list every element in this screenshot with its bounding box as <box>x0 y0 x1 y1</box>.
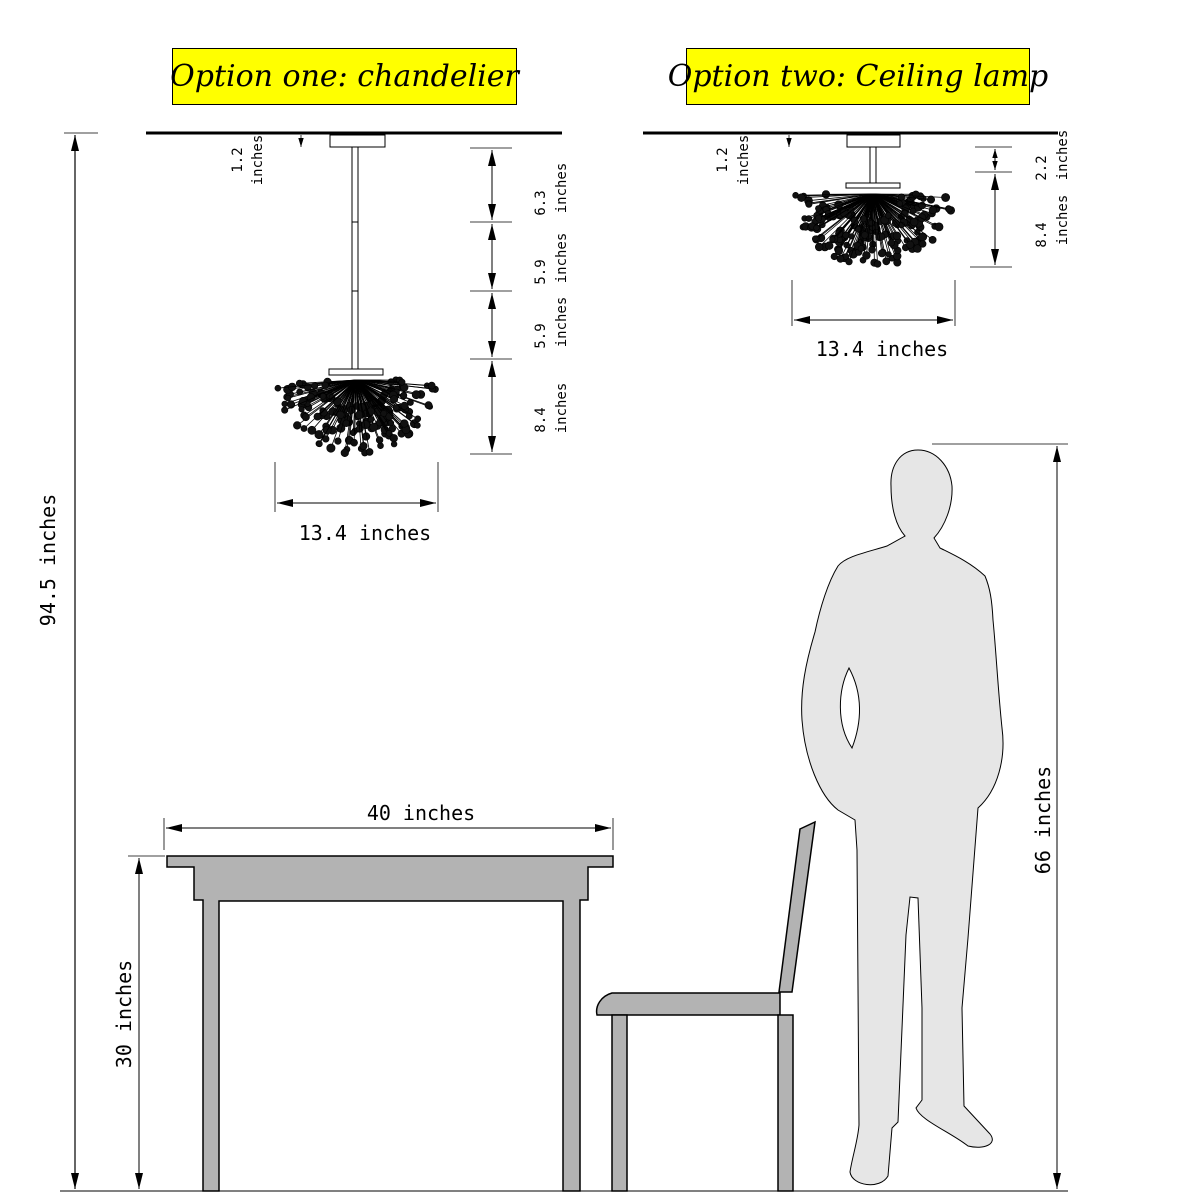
o1-canopy-unit: inches <box>250 134 266 186</box>
total-height-label: 94.5 inches <box>36 493 60 627</box>
o2-stem-unit: inches <box>1055 129 1071 181</box>
o1-rod3-unit: inches <box>554 296 570 348</box>
table-height-dimension <box>112 856 165 1191</box>
o1-rod1-unit: inches <box>554 162 570 214</box>
o2-shade-height-value: 8.4 <box>1034 222 1050 248</box>
o1-canopy-value: 1.2 <box>230 147 246 173</box>
o1-shade-height-unit: inches <box>554 382 570 434</box>
option-two-title: Option two: Ceiling lamp <box>686 48 1030 105</box>
o1-shade-height-value: 8.4 <box>533 407 549 433</box>
person-height-label: 66 inches <box>1031 765 1055 875</box>
o2-stem-value: 2.2 <box>1034 155 1050 181</box>
ceiling-lamp-canopy <box>847 135 900 147</box>
o1-rod2-unit: inches <box>554 232 570 284</box>
ceiling-lamp-shade <box>793 191 955 268</box>
chandelier-canopy <box>330 135 385 147</box>
option-one-dimensions <box>230 135 570 545</box>
chandelier-shade <box>275 377 439 457</box>
o2-shade-width-label: 13.4 inches <box>815 337 949 361</box>
table-width-label: 40 inches <box>366 801 476 825</box>
table-width-dimension <box>164 801 613 850</box>
option-one-title: Option one: chandelier <box>172 48 517 105</box>
o1-rod1-value: 6.3 <box>533 190 549 216</box>
table-height-label: 30 inches <box>112 959 136 1069</box>
o1-rod2-value: 5.9 <box>533 259 549 285</box>
chair <box>597 822 815 1191</box>
o1-shade-width-label: 13.4 inches <box>298 521 432 545</box>
o2-canopy-value: 1.2 <box>715 147 731 173</box>
o2-canopy-unit: inches <box>736 134 752 186</box>
person-silhouette <box>802 450 1003 1185</box>
o1-rod3-value: 5.9 <box>533 323 549 349</box>
dining-table <box>167 856 613 1191</box>
chandelier <box>275 135 439 457</box>
ceiling-lamp <box>793 135 955 267</box>
o2-shade-height-unit: inches <box>1055 194 1071 246</box>
total-height-dimension <box>36 133 98 1191</box>
chandelier-rod <box>352 147 358 369</box>
